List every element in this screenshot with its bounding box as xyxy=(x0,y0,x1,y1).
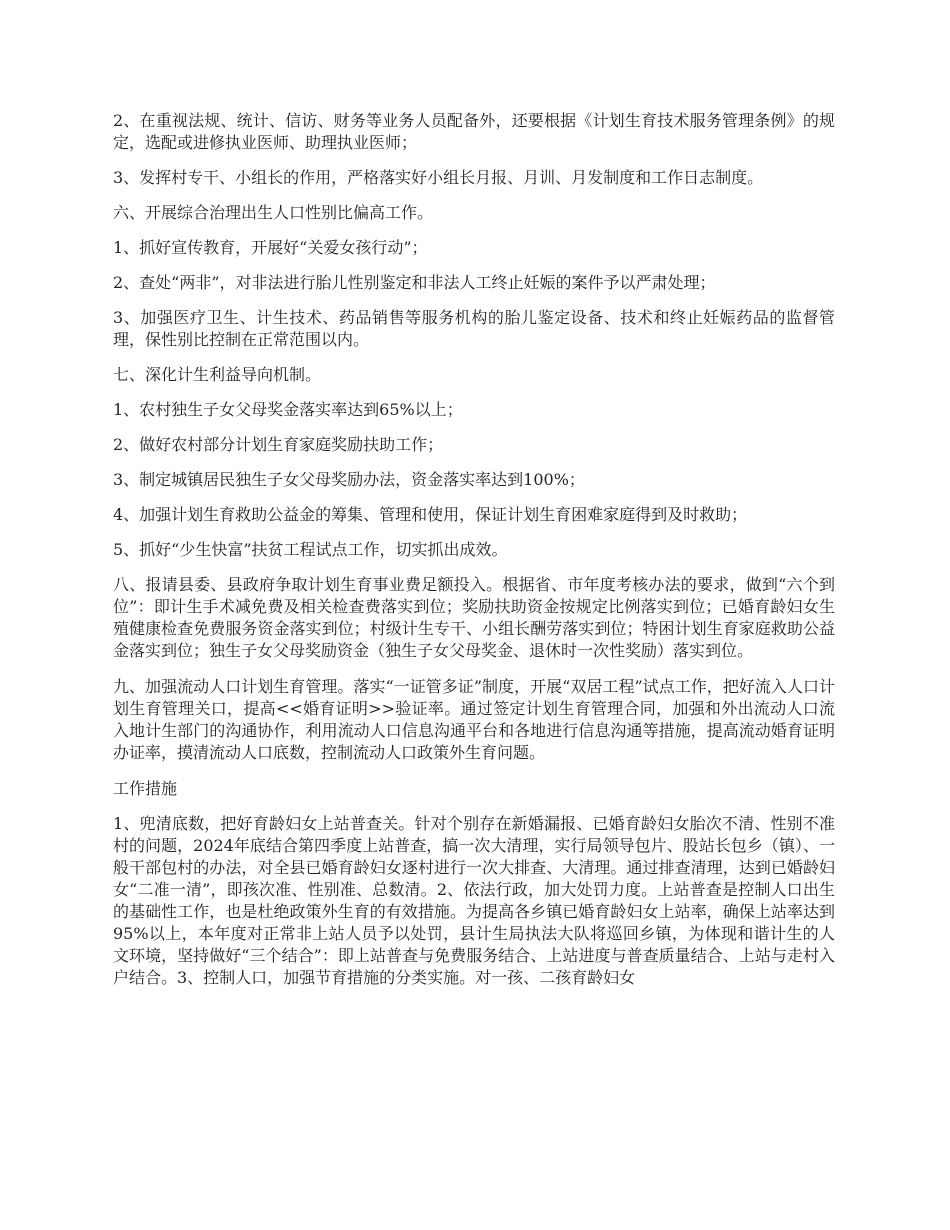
list-item-6-1: 1、抓好宣传教育，开展好“关爱女孩行动”； xyxy=(113,238,428,257)
list-item-6-3: 3、加强医疗卫生、计生技术、药品销售等服务机构的胎儿鉴定设备、技术和终止妊娠药品的监督管理，保性别比控制在正常范围以内。 xyxy=(113,308,835,349)
section-paragraph-8: 八、报请县委、县政府争取计划生育事业费足额投入。根据省、市年度考核办法的要求，做到“六个到位”：即计生手术减免费及相关检查费落实到位；奖励扶助资金按规定比例落实到位；已婚育龄妇女生殖健康检查免费服务资金落实到位；村级计生专干、小组长酬劳落实到位；特困计划生育家庭救助公益金落实到位；独生子女父母奖励资金（独生子女父母奖金、退休时一次性奖励）落实到位。 xyxy=(113,575,835,660)
section-heading-7: 七、深化计生利益导向机制。 xyxy=(113,365,322,384)
list-item-7-3: 3、制定城镇居民独生子女父母奖励办法，资金落实率达到100%； xyxy=(113,470,585,489)
document-body xyxy=(113,110,835,1002)
list-item-7-2: 2、做好农村部分计划生育家庭奖励扶助工作； xyxy=(113,435,444,454)
list-item-7-1: 1、农村独生子女父母奖金落实率达到65%以上； xyxy=(113,400,463,419)
list-item-7-4: 4、加强计划生育救助公益金的筹集、管理和使用，保证计划生育困难家庭得到及时救助； xyxy=(113,505,748,524)
section-heading-6: 六、开展综合治理出生人口性别比偏高工作。 xyxy=(113,203,434,222)
section-paragraph-9: 九、加强流动人口计划生育管理。落实“一证管多证”制度，开展“双居工程”试点工作，把好流入人口计划生育管理关口，提高<<婚育证明>>验证率。通过签定计划生育管理合同，加强和外出流动人口流入地计生部门的沟通协作，利用流动人口信息沟通平台和各地进行信息沟通等措施，提高流动婚育证明办证率，摸清流动人口底数，控制流动人口政策外生育问题。 xyxy=(113,677,835,762)
paragraph-village-cadres: 3、发挥村专干、小组长的作用，严格落实好小组长月报、月训、月发制度和工作日志制度。 xyxy=(113,168,764,187)
list-item-7-5: 5、抓好“少生快富”扶贫工程试点工作，切实抓出成效。 xyxy=(113,540,508,559)
paragraph-staff-allocation: 2、在重视法规、统计、信访、财务等业务人员配备外，还要根据《计划生育技术服务管理条例》的规定，选配或进修执业医师、助理执业医师； xyxy=(113,111,835,152)
measures-paragraph: 1、兜清底数，把好育龄妇女上站普查关。针对个别存在新婚漏报、已婚育龄妇女胎次不清、性别不准村的问题，2024年底结合第四季度上站普查，搞一次大清理，实行局领导包片、股站长包乡（镇）、一般干部包村的办法，对全县已婚育龄妇女逐村进行一次大排查、大清理。通过排查清理，达到已婚龄妇女“二准一清”，即孩次准、性别准、总数清。2、依法行政，加大处罚力度。上站普查是控制人口出生的基础性工作，也是杜绝政策外生育的有效措施。为提高各乡镇已婚育龄妇女上站率，确保上站率达到95%以上，本年度对正常非上站人员予以处罚，县计生局执法大队将巡回乡镇，为体现和谐计生的人文环境，坚持做好“三个结合”：即上站普查与免费服务结合、上站进度与普查质量结合、上站与走村入户结合。3、控制人口，加强节育措施的分类实施。对一孩、二孩育龄妇女 xyxy=(113,814,835,987)
list-item-6-2: 2、查处“两非”，对非法进行胎儿性别鉴定和非法人工终止妊娠的案件予以严肃处理； xyxy=(113,273,716,292)
section-heading-measures: 工作措施 xyxy=(113,779,178,798)
